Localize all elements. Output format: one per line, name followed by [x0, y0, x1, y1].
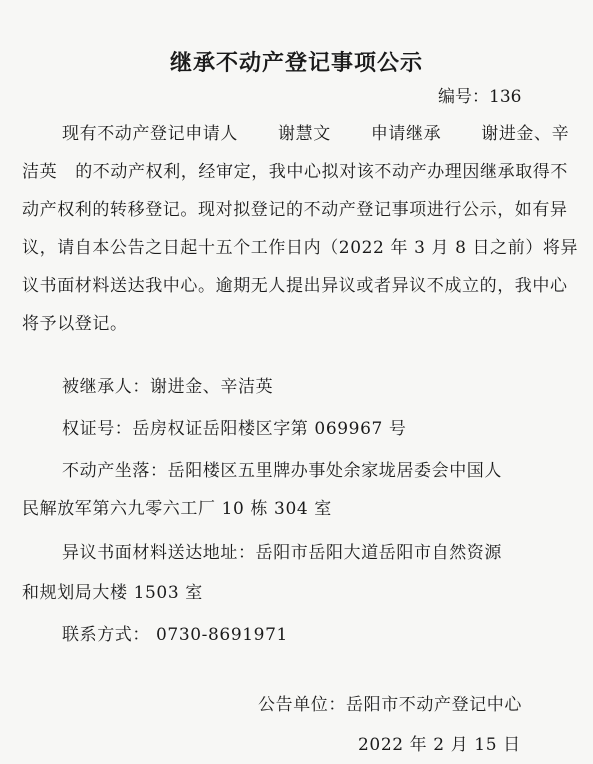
address-line-2: 和规划局大楼 1503 室 — [22, 583, 203, 603]
heirs-names: 谢进金、辛洁英 — [22, 124, 570, 182]
location-line-1: 不动产坐落：岳阳楼区五里牌办事处余家垅居委会中国人 — [62, 461, 502, 481]
issuing-unit: 公告单位：岳阳市不动产登记中心 — [258, 695, 522, 715]
contact-line: 联系方式： 0730-8691971 — [62, 625, 288, 645]
location-line-2: 民解放军第六九零六工厂 10 栋 304 室 — [22, 499, 332, 519]
decedent-line: 被继承人：谢进金、辛洁英 — [62, 377, 274, 397]
document-title: 继承不动产登记事项公示 — [169, 51, 423, 76]
notice-paragraph — [22, 115, 582, 343]
apply-text: 申请继承 — [370, 124, 442, 144]
certificate-line: 权证号：岳房权证岳阳楼区字第 069967 号 — [62, 419, 407, 439]
issue-date: 2022 年 2 月 15 日 — [358, 735, 521, 755]
document-number: 编号：136 — [438, 87, 522, 107]
address-line-1: 异议书面材料送达地址：岳阳市岳阳大道岳阳市自然资源 — [62, 543, 502, 563]
intro-text: 现有不动产登记申请人 — [62, 124, 238, 144]
applicant-name: 谢慧文 — [278, 124, 331, 144]
main-text: 的不动产权利，经审定，我中心拟对该不动产办理因继承取得不动产权利的转移登记。现对拟登记的不动产登记事项进行公示，如有异议，请自本公告之日起十五个工作日内（2022 年 3 月 8 日之前）将异议书面材料送达我中心。逾期无人提出异议或者异议不成立的，我中心将予以登记。 — [22, 162, 579, 334]
